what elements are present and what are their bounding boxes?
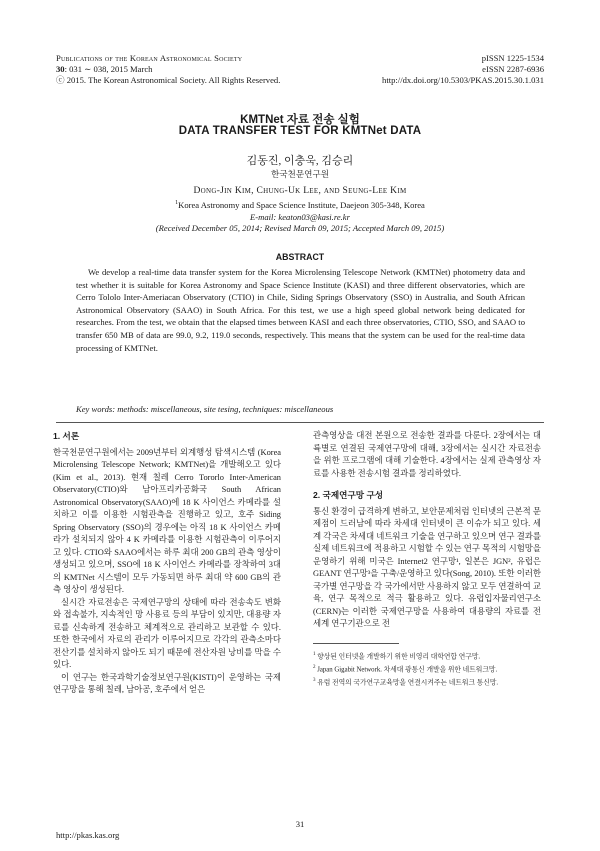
- footnote-2: [313, 662, 541, 675]
- authors-english: Dong-Jin Kim, Chung-Uk Lee, and Seung-Lee Kim: [193, 186, 407, 196]
- footnote-mark: 3: [313, 678, 316, 684]
- pissn: pISSN 1225-1534: [481, 53, 544, 63]
- section-1-paragraph-3: 이 연구는 한국과학기술정보연구원(KISTI)이 운영하는 국제 연구망을 통해 칠레, 남아공, 호주에서 얻은: [53, 672, 281, 694]
- title-korean: KMTNet 자료 전송 실험: [240, 114, 360, 126]
- footnote-mark: 1: [313, 651, 316, 657]
- page-number: 31: [295, 819, 305, 829]
- running-header: [56, 53, 544, 85]
- section-1-paragraph-1: 한국천문연구원에서는 2009년부터 외계행성 탐색시스템 (Korea Microlensing Telescope Network; KMTNet)을 개발해오고 있다(Kim et al., 2013). 현재 칠레 Cerro Tororlo Inter-American Observatory(CTIO)와 남아프리카공화국 South African Astronomical Observatory(SAAO)에 18 K 사이언스 카메라를 설치하고 이를 이용한 시험관측을 진행하고 있고, 호주 Siding Spring Observatory (SSO)의 경우에는 아직 18 K 사이언스 카메라가 설치되지 않아 4 K 카메라를 이용한 시험관측이 이루어지고 있다. CTIO와 SAAO에서는 하루 최대 200 GB의 관측 영상이 생성되고 있으며, SSO에 18 K 사이언스 카메라를 장착하여 3대의 KMTNet 시스템이 모두 가동되면 하루 최대 약 600 GB의 관측 영상이 생성된다.: [53, 447, 281, 594]
- keywords: Key words: methods: miscellaneous, site tesing, techniques: miscellaneous: [76, 404, 334, 414]
- doi-link[interactable]: http://dx.doi.org/10.5303/PKAS.2015.30.1.031: [382, 74, 544, 85]
- footnote-text: 향상된 인터넷을 개발하기 위한 비영리 대학연합 연구망.: [317, 652, 481, 660]
- section-2-paragraph-1: 통신 환경이 급격하게 변하고, 보안문제처럼 인터넷의 근본적 문제점이 드러남에 따라 차세대 인터넷이 큰 이슈가 되고 있다. 세계 각국은 차세대 네트워크 기술을 연구하고 있으며 연구 결과를 실제 네트워크에 적용하고 시험할 수 있는 연구 목적의 시험망을 운영하기 위해 미국은 Internet2 연구망¹, 일본은 JGN², 유럽은 GEANT 연구망³을 구축/운영하고 있다(Song, 2010). 또한 이러한 국가별 연구망을 각 국가에서만 사용하지 않고 모두 연결하여 교육, 연구 목적으로 적극 활용하고 있다. 유럽입자물리연구소(CERN)는 이러한 국제연구망을 사용하여 대용량의 자료를 전 세계 연구기관으로 전: [313, 506, 541, 628]
- section-1-paragraph-continued: 관측영상을 대전 본원으로 전송한 결과를 다룬다. 2장에서는 대륙별로 연결된 국제연구망에 대해, 3장에서는 실시간 자료전송을 위한 프로그램에 대해 기술한다. 4장에서는 실제 관측영상 자료를 사용한 전송시험 결과를 정리하였다.: [313, 431, 541, 478]
- volume-number: 30: [56, 63, 65, 74]
- footnote-mark: 2: [313, 664, 316, 670]
- right-column: [313, 430, 541, 688]
- authors-korean: 김동진, 이충욱, 김승리: [246, 155, 354, 167]
- copyright: ⓒ 2015. The Korean Astronomical Society. All Rights Reserved.: [56, 74, 281, 85]
- journal-url[interactable]: http://pkas.kas.org: [56, 830, 120, 840]
- abstract-heading: ABSTRACT: [275, 252, 325, 262]
- affiliation-mark: 1: [175, 200, 179, 207]
- footnote-text: 유럽 전역의 국가연구교육망을 연결시켜주는 네트워크 통신망.: [317, 679, 499, 687]
- section-1-title: 1. 서론: [53, 431, 80, 441]
- footnote-1: [313, 649, 541, 662]
- journal-name: Publications of the Korean Astronomical Society: [56, 53, 243, 63]
- received-dates: (Received December 05, 2014; Revised March 09, 2015; Accepted March 09, 2015): [155, 223, 445, 233]
- footnote-divider: [313, 643, 399, 644]
- institute-korean: 한국천문연구원: [270, 169, 330, 179]
- author-email[interactable]: E-mail: keaton03@kasi.re.kr: [250, 212, 350, 222]
- abstract-text: We develop a real-time data transfer system for the Korea Microlensing Telescope Network (KMTNet) photometry data and test whether it is suitable for Korea Astronomy and Space Science Institute (KASI) and three different observatories, which are Cerro Tololo Inter-Ameriacan Observatory (CTIO) in Chile, Siding Springs Observatory (SSO) in Australia, and South African Astronomical Observatory (SAAO) in South Africa. For this test, we use a high speed global network being dedicated for researches. From the test, we obtain that the elapsed times between KASI and each three observatories, CTIO, SSO, and SAAO to transfer 650 MB of data are 99.0, 9.2, 119.0 seconds, respectively. This means that the system can be used for the real-time data processing of KMTNet.: [76, 267, 525, 353]
- pages-date: : 031 ∼ 038, 2015 March: [64, 63, 153, 74]
- footnote-3: [313, 675, 541, 688]
- eissn: eISSN 2287-6936: [482, 63, 544, 74]
- volume-pages: [56, 64, 152, 75]
- title-english: DATA TRANSFER TEST FOR KMTNet DATA: [178, 125, 422, 137]
- section-2-title: 2. 국제연구망 구성: [313, 490, 384, 500]
- affiliation: [0, 200, 600, 210]
- abstract-divider: [56, 422, 544, 423]
- left-column: [53, 430, 281, 697]
- footnote-text: Japan Gigabit Network. 차세대 광통신 개발을 위한 네트워크망.: [317, 666, 498, 674]
- affiliation-text: Korea Astronomy and Space Science Institute, Daejeon 305-348, Korea: [178, 200, 425, 210]
- section-1-paragraph-2: 실시간 자료전송은 국제연구망의 상태에 따라 전송속도 변화와 접속불가, 지속적인 망 사용료 등의 부담이 있지만, 대용량 자료를 신속하게 전송하고 체계적으로 관리하고 보관할 수 있다. 또한 한국에서 자료의 관리가 이루어지므로 각각의 관측소마다 전산기를 설치하지 않아도 되기 때문에 전산자원 낭비를 막을 수 있다.: [53, 597, 281, 669]
